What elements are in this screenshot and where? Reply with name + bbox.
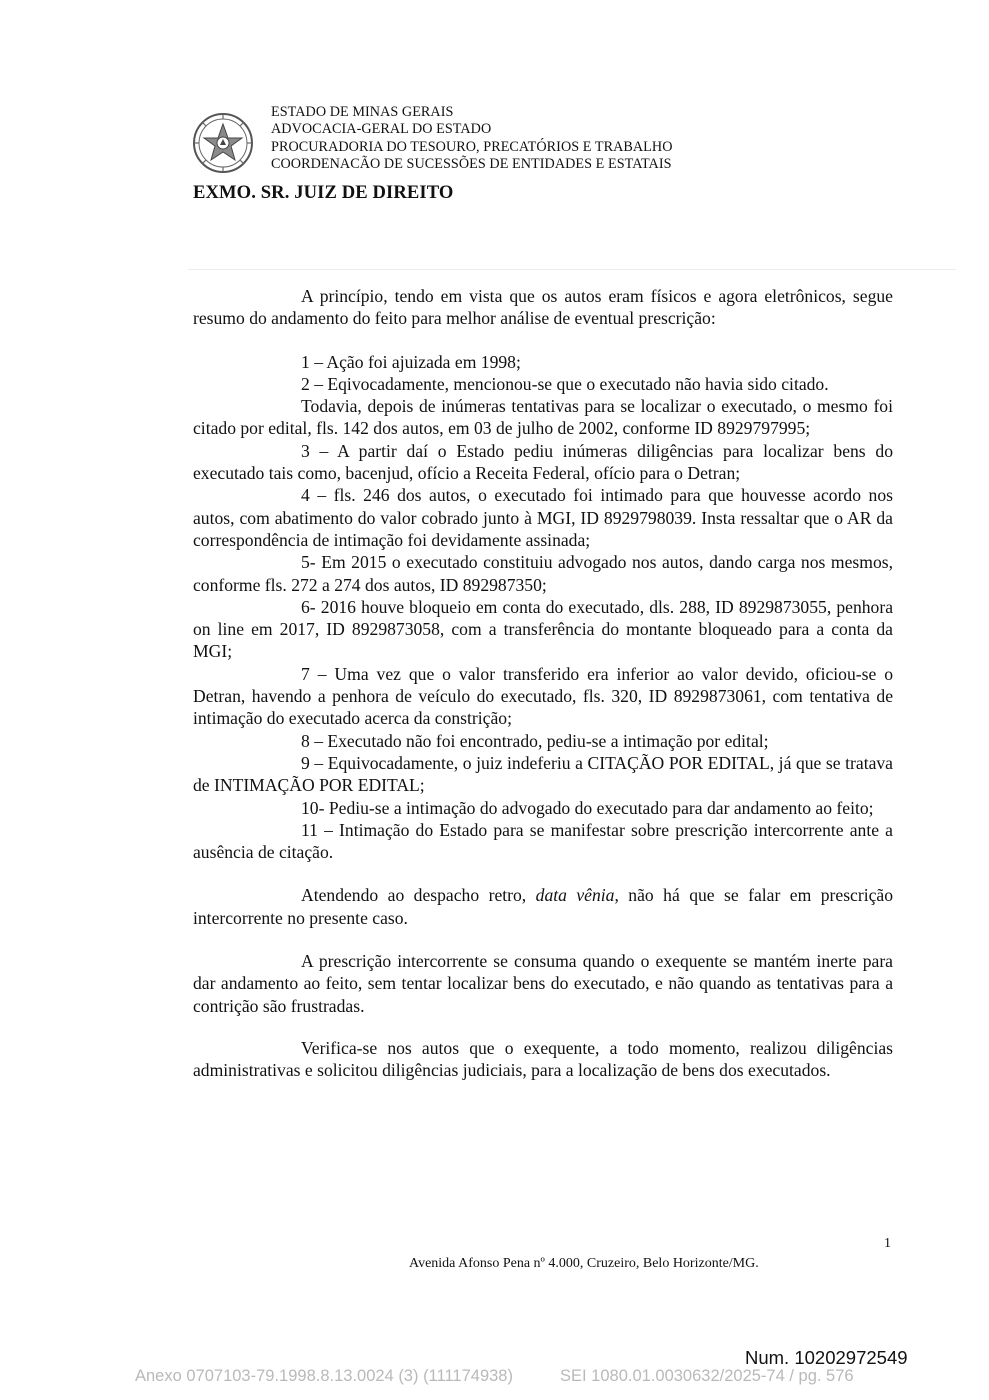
list-item: 10- Pediu-se a intimação do advogado do executado para dar andamento ao feito; (301, 797, 874, 818)
sei-stamp: SEI 1080.01.0030632/2025-74 / pg. 576 (560, 1367, 854, 1385)
footer-address: Avenida Afonso Pena nº 4.000, Cruzeiro, Belo Horizonte/MG. (409, 1256, 759, 1271)
list-item: 2 – Eqivocadamente, mencionou-se que o executado não havia sido citado. (301, 373, 829, 394)
org-line-coordenacao: COORDENACÃO DE SUCESSÕES DE ENTIDADES E ESTATAIS (271, 156, 672, 173)
document-body (193, 285, 893, 1082)
annex-stamp: Anexo 0707103-79.1998.8.13.0024 (3) (111174938) (135, 1367, 513, 1385)
despacho-text-start: Atendendo ao despacho retro, (301, 885, 536, 906)
list-item: 6- 2016 houve bloqueio em conta do executado, dls. 288, ID 8929873055, penhora on line em 2017, ID 8929873058, com a transferência do montante bloqueado para a conta da MGI; (193, 596, 893, 662)
list-item: 5- Em 2015 o executado constituiu advogado nos autos, dando carga nos mesmos, conforme fls. 272 a 274 dos autos, ID 892987350; (193, 552, 893, 595)
org-line-procuradoria: PROCURADORIA DO TESOURO, PRECATÓRIOS E TRABALHO (271, 138, 673, 155)
despacho-paragraph (193, 884, 893, 929)
page-number: 1 (884, 1236, 891, 1251)
coat-of-arms-icon (192, 112, 254, 174)
list-item: 9 – Equivocadamente, o juiz indeferiu a CITAÇÃO POR EDITAL, já que se tratava de INTIMAÇÃO POR EDITAL; (193, 752, 893, 796)
despacho-text-end: , não há que se falar em prescrição intercorrente no presente caso. (193, 885, 894, 928)
despacho-italic-term: data vênia (535, 885, 615, 906)
prescricao-paragraph: A prescrição intercorrente se consuma quando o exequente se mantém inerte para dar andamento ao feito, sem tentar localizar bens do executado, e não quando as tentativas para a contrição são frustradas. (193, 951, 893, 1016)
verifica-paragraph: Verifica-se nos autos que o exequente, a todo momento, realizou diligências administrativas e solicitou diligências judiciais, para a localização de bens dos executados. (193, 1037, 893, 1081)
list-item: 8 – Executado não foi encontrado, pediu-se a intimação por edital; (301, 730, 769, 751)
list-item: 3 – A partir daí o Estado pediu inúmeras diligências para localizar bens do executado tais como, bacenjud, ofício a Receita Federal, ofício para o Detran; (193, 440, 893, 484)
list-item: 7 – Uma vez que o valor transferido era inferior ao valor devido, oficiou-se o Detran, havendo a penhora de veículo do executado, fls. 320, ID 8929873061, com tentativa de intimação do executado acerca da constrição; (193, 663, 893, 729)
divider (188, 269, 956, 270)
intro-paragraph: A princípio, tendo em vista que os autos eram físicos e agora eletrônicos, segue resumo do andamento do feito para melhor análise de eventual prescrição: (193, 286, 893, 329)
org-line-state: ESTADO DE MINAS GERAIS (271, 104, 454, 120)
list-item: 1 – Ação foi ajuizada em 1998; (301, 351, 521, 372)
document-number: Num. 10202972549 (745, 1347, 908, 1368)
org-line-advocacia: ADVOCACIA-GERAL DO ESTADO (271, 121, 492, 138)
list-item: Todavia, depois de inúmeras tentativas para se localizar o executado, o mesmo foi citado por edital, fls. 142 dos autos, em 03 de julho de 2002, conforme ID 8929797995; (193, 396, 893, 439)
addressee: EXMO. SR. JUIZ DE DIREITO (193, 182, 454, 203)
organization-header (271, 104, 673, 174)
list-item: 11 – Intimação do Estado para se manifestar sobre prescrição intercorrente ante a ausência de citação. (193, 819, 893, 863)
list-item: 4 – fls. 246 dos autos, o executado foi intimado para que houvesse acordo nos autos, com abatimento do valor cobrado junto à MGI, ID 8929798039. Insta ressaltar que o AR da correspondência de intimação foi devidamente assinada; (193, 485, 893, 550)
